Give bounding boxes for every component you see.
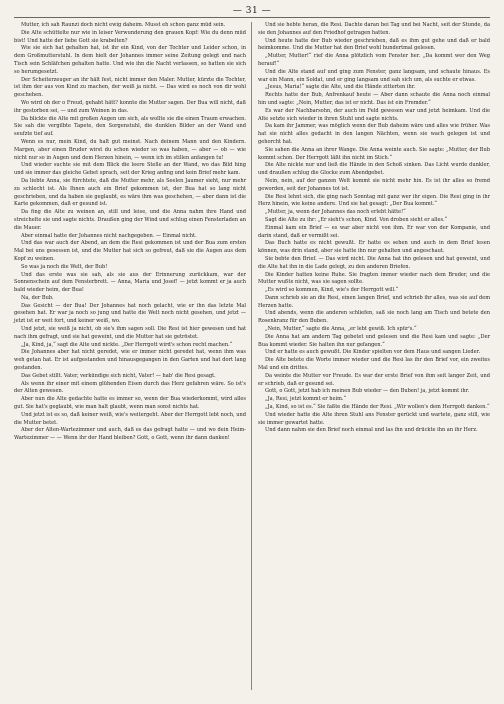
paragraph: „Mutter, Mutter!“ rief die Anna plötzlich vom Fenster her. „Da kommt wer den Weg herauf!“: [258, 53, 490, 67]
paragraph: Das Gebet stillt. Vater, verkündige sich nicht, Vater! — hab' die Resi gesagt.: [21, 372, 216, 379]
paragraph: Und sie hebte heran, die Resi. Dachte daran bei Tag und bei Nacht, seit der Stunde, da sie den Johannes auf den Friedhof getragen hatten.: [258, 22, 490, 36]
paragraph: Wie sie sich hat gehalten hat, ist ihr ein Kind, von der Tochter und Leider schon, in dem Großmutterstuhl. In dem hielt der Johannes immer seine Zeitung gelegt und nach Tisch sein Schläfchen gehalten hatte. Und wie ihn die Nacht verlassen, so hatten sie sich so herumgesetzt.: [14, 45, 246, 75]
paragraph: Und er hatte es auch gewußt. Die Kinder spielten vor dem Haus und sangen Lieder.: [265, 349, 481, 356]
column-divider: [251, 22, 252, 690]
paragraph: Aber nun die Alte gedachte hatte es immer so, wenn der Bua wiederkommt, wird alles gut. Sie hat's geglaubt, wie man halt glaubt, wenn man sonst nichts hat.: [14, 396, 246, 411]
paragraph: So was ja noch die Welt, der Bub!: [21, 263, 108, 270]
paragraph: Mutter, ich sah Raunzi doch nicht ewig daheim. Musst eh schon ganz müd sein.: [21, 22, 226, 28]
paragraph: Da fing die Alte zu weinen an, still und leise, und die Anna nahm ihre Hand und streichelte sie und sagte nichts. Draußen ging der Wind und schlug einen Fensterladen an die Mauer.: [14, 209, 246, 231]
paragraph: Und heute hatte der Bub wieder geschrieben, daß es ihm gut gehe und daß er bald heimkomme. Und die Mutter hat den Brief wohl hundertmal gelesen.: [258, 37, 490, 52]
paragraph: Das Buch hatte es nicht gewußt. Er hatte es sehen und auch in dem Brief lesen können, was drin stand, aber sie hatte ihn nur gehalten und angeschaut.: [258, 240, 490, 255]
paragraph: „Ja, Kind, ja,“ sagt die Alte und nickte. „Der Herrgott wird's schon recht machen.“: [21, 341, 233, 348]
header-rule: [14, 17, 490, 18]
paragraph: Wo wird ob der o Freud, gehabt hätt? konnte die Mutter sagen. Der Bua will nicht, daß ihr gestorben sei, — und zum Weinen in das.: [14, 99, 246, 114]
paragraph: Da blickte die Alte mit großen Augen um sich, als wollte sie die einen Traum erwachen. Sie sah die vergilbte Tapete, den Sorgenstuhl, die dunklen Bilder an der Wand und seufzte tief auf.: [14, 115, 246, 138]
paragraph: Nein, nein, auf der ganzen Welt kommt sie nicht mehr hin. Es ist ihr alles so fremd geworden, seit der Johannes tot ist.: [258, 177, 490, 192]
paragraph: Und das erste was sie sah, als sie aus der Erinnerung zurückkam, war der Sonnenschein auf dem Fensterbrett. — Anna, Maria und Josef! — jetzt kommt er ja auch bald wieder heim, der Bua!: [14, 271, 246, 294]
paragraph: Und das war auch der Abend, an dem die Resi gekommen ist und der Bua zum ersten Mal bei uns gesessen ist, und die Mutter hat sich so gefreut, daß sie die Augen aus dem Kopf zu weinen.: [14, 240, 246, 262]
paragraph: „Ja, Kind, so ist es.“ Sie faßte die Hände der Resi. „Wir wollen's dem Herrgott danken.“: [265, 404, 490, 411]
paragraph: Die Resi lehnt sich, die ging nach Sonntag mit ganz wer ihr eigen. Die Resi ging in ihr Herz hinein, wie keine andere. Und sie hat gesagt: „Der Bua kommt.“: [258, 193, 490, 208]
paragraph: „Ja, Resi, jetzt kommt er heim.“: [265, 396, 347, 403]
paragraph: Und wieder suchte sie mit dem Blick die leere Stelle an der Wand, wo das Bild hing und sie immer das gleiche Gebet sprach, seit der Krieg anfing und kein Brief mehr kam.: [14, 162, 246, 177]
paragraph: „Nein, Mutter,“ sagte die Anna, „er lebt gewiß. Ich spür's.“: [265, 326, 417, 333]
paragraph: Da kam ihr Jammer, was möglich wenn der Bub daheim wäre und alles wie früher. Was hat sie nicht alles gedacht in den langen Nächten, wenn sie wach gelegen ist und gehorcht hat.: [258, 123, 490, 145]
paragraph: Das Gesicht — der Bua! Der Johannes hat noch gelacht, wie er ihn das letzte Mal gesehen hat. Er war ja noch so jung und hatte die Welt noch nicht gesehen, und jetzt — jetzt ist er weit fort, und keiner weiß, wo.: [14, 302, 246, 325]
paragraph: Aber einmal hatte der Johannes nicht nachgegeben. — Einmal nicht.: [21, 232, 197, 239]
paragraph: Der Scheiterzeuger an ihr hält fest, nicht immer den Maler. Mutter, kürzte die Tochter, ist ihm der aus von Kind zu machen, der weiß ja nicht. — Das wird es noch von dir wohl geschehen.: [14, 76, 246, 99]
paragraph: Sagt die Alte zu ihr: „Er sieht's schon, Kind. Von droben sieht er alles.“: [265, 216, 448, 223]
paragraph: Als wenn ihr einer mit einem glühenden Eisen durch das Herz gefahren wäre. So ist's der Alten gewesen.: [14, 380, 246, 395]
paragraph: Die Anna hat am andern Tag gebetet und gelesen und die Resi kam und sagte: „Der Bua kommt wieder. Sie halten ihn nur gefangen.“: [258, 333, 490, 348]
paragraph: „Mutter, ja, wenn der Johannes das noch erlebt hätte!“: [265, 209, 406, 216]
paragraph: Rechts hatte der Bub, Anfrenkauf heute — Aber dann schaute die Anna noch einmal hin und sagte: „Nein, Mutter, das ist er nicht. Das ist ein Fremder.“: [258, 92, 490, 106]
paragraph: Die Kinder hatten keine Ruhe. Sie fragten immer wieder nach dem Bruder, und die Mutter wußte nicht, was sie sagen sollte.: [258, 271, 490, 286]
left-column: [14, 22, 246, 443]
paragraph: Wenn es nur, mein Kind, du halt gut meinst. Nach deinem Mann und den Kindern. Margen, aber einen Bruder wirst du schon wieder so was haben, — aber — ob — wie nicht nur so in Augen und dem Herzen hinein, — wenn ich im stillen anfangen tu!: [14, 138, 246, 161]
paragraph: Gott, o Gott, jetzt hab ich meinen Bub wieder — den Buben! ja, jetzt kommt ihr.: [265, 388, 470, 395]
paragraph: Sie sahen die Anna an ihrer Wange. Die Anna weinte auch. Sie sagte: „Mutter, der Bub kommt schon. Der Herrgott läßt ihn nicht im Stich.“: [258, 146, 490, 161]
paragraph: „Es wird so kommen, Kind, wie's der Herrgott will.“: [265, 287, 399, 294]
paragraph: „Jesus, Maria!“ sagte die Alte, und die Hände zitterten ihr.: [265, 84, 416, 91]
paragraph: Na, der Bub.: [21, 294, 54, 301]
paragraph: Und dann nahm sie den Brief noch einmal und las ihn und drückte ihn an ihr Herz.: [265, 427, 478, 434]
paragraph: Da weinte die Mutter vor Freude. Es war der erste Brief von ihm seit langer Zeit, und er schrieb, daß er gesund sei.: [258, 372, 490, 387]
paragraph: Die Alte schüttelte nur wie in leiser Verwunderung den grauen Kopf: Wie du denn müd bist! Und hatte der liebe Gott sie krabelten?: [14, 29, 246, 44]
right-column: [258, 22, 490, 435]
paragraph: Und jetzt, sie weiß ja nicht, ob sie's ihm sagen soll. Die Resi ist hier gewesen und hat nach ihm gefragt, und sie hat geweint, und die Mutter hat sie getröstet.: [14, 326, 246, 340]
paragraph: Die Johannes aber hat nicht geredet, wie er immer nicht geredet hat, wenn ihm was weh getan hat. Er ist aufgestanden und hinausgegangen in den Garten und hat dort lang gestanden.: [14, 349, 246, 372]
paragraph: Und abends, wenn die anderen schliefen, saß sie noch lang am Tisch und betete den Rosenkranz für den Buben.: [258, 310, 490, 325]
paragraph: Und jetzt ist es so, daß keiner weiß, wie's weitergeht. Aber der Herrgott lebt noch, und die Mutter betet.: [14, 411, 246, 426]
paragraph: Die Alte betete die Worte immer wieder und die Resi las ihr den Brief vor, ein zweites Mal und ein drittes.: [258, 357, 490, 372]
page-number: — 31 —: [232, 6, 272, 16]
paragraph: Und wieder hatte die Alte ihren Stuhl ans Fenster gerückt und wartete, ganz still, wie sie immer gewartet hatte.: [258, 411, 490, 426]
paragraph: Einmal kam ein Brief — es war aber nicht von ihm. Er war von der Kompanie, und darin stand, daß er vermißt sei.: [258, 224, 490, 239]
paragraph: Die Alte nickte nur und ließ die Hände in den Schoß sinken. Das Licht wurde dunkler, und draußen schlug die Glocke zum Abendgebet.: [258, 162, 490, 177]
paragraph: Da liebte Anna, sie fürchtete, daß die Mutter mehr, als Seelen Jaumer sieht, nur mehr zu schlecht ist. Als Ihnen auch ein Brief gekommen ist, der Bua hat so lang nicht geschrieben, und da haben sie geglaubt, es wäre ihm was geschehen, — aber dann ist die Karte gekommen, daß er gesund ist.: [14, 177, 246, 208]
paragraph: Aber der Alten-Wartezimmer und auch, daß es das gefragt hatte — und wo dein Heim-Wartezimmer — — Wenn ihr der Hand bleiben? Gott, o Gott, wenn ihr dann danken!: [14, 427, 246, 442]
paragraph: Dann schrieb sie an die Resi, einen langen Brief, und schrieb ihr alles, was sie auf dem Herzen hatte.: [258, 294, 490, 309]
paragraph: Es war der Nachbarsohn, der auch im Feld gewesen war und jetzt heimkam. Und die Alte setzte sich wieder in ihren Stuhl und sagte nichts.: [258, 107, 490, 122]
paragraph: Und die Alte stand auf und ging zum Fenster, ganz langsam, und schaute hinaus. Es war ein Mann, ein Soldat, und er ging langsam und sah sich um, als suchte er etwas.: [258, 68, 490, 83]
paragraph: Sie bebte den Brief. — Das wird nicht. Die Anna hat ihn gelesen und hat geweint, und die Alte hat ihn in die Lade gelegt, zu den anderen Briefen.: [258, 255, 490, 270]
